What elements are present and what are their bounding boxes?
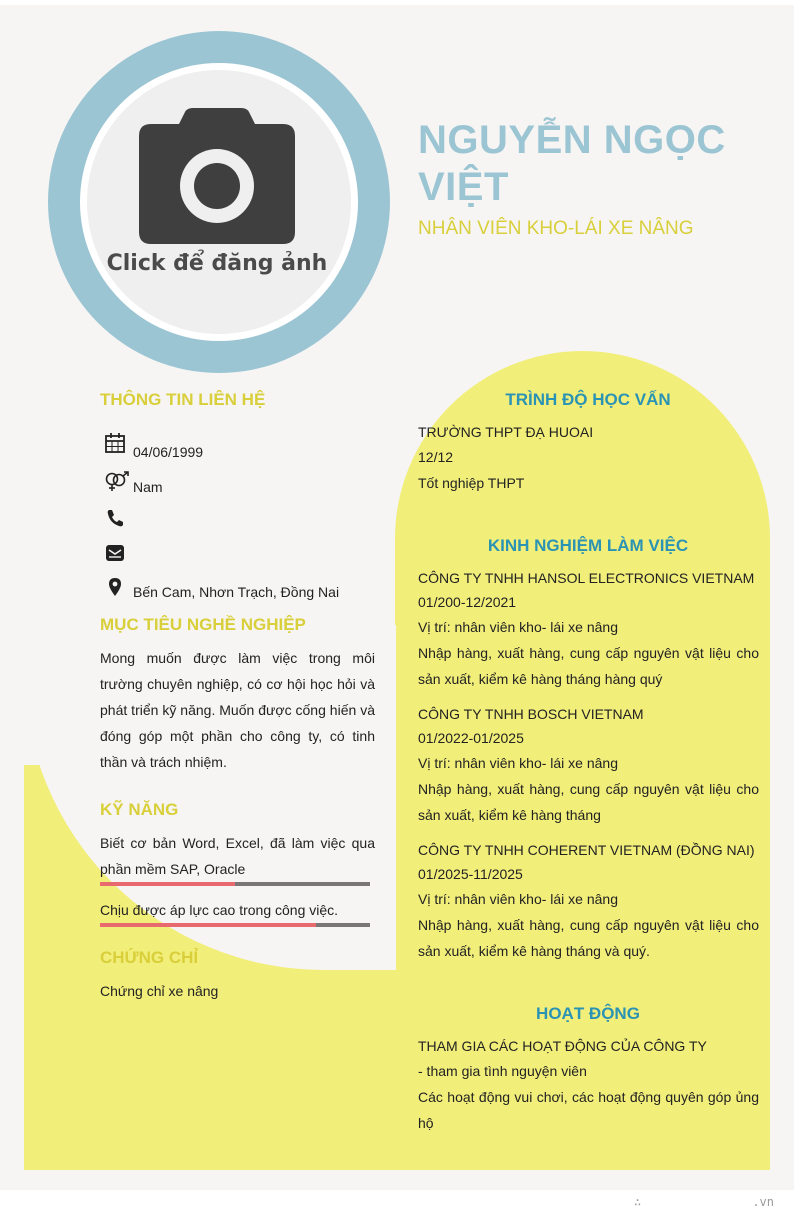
job-2-company: CÔNG TY TNHH BOSCH VIETNAM bbox=[418, 706, 644, 722]
name-line-1: NGUYỄN NGỌC bbox=[418, 118, 726, 162]
job-1-period: 01/200-12/2021 bbox=[418, 594, 517, 610]
gender-value: Nam bbox=[133, 479, 163, 495]
email-icon bbox=[104, 542, 126, 564]
job-1-position: Vị trí: nhân viên kho- lái xe nâng bbox=[418, 619, 619, 635]
name-line-2: VIỆT bbox=[418, 165, 509, 209]
job-3-company: CÔNG TY TNHH COHERENT VIETNAM (ĐỒNG NAI) bbox=[418, 842, 755, 858]
objective-text: Mong muốn được làm việc trong môi trường chuyên nghiệp, có cơ hội học hỏi và phát triển kỹ năng. Muốn được cống hiến và đóng góp một phần cho công ty, có tinh thần và trách nhiệm. bbox=[100, 650, 375, 770]
experience-section-title: KINH NGHIỆM LÀM VIỆC bbox=[487, 536, 689, 555]
activity-item-1: - tham gia tình nguyện viên bbox=[418, 1063, 587, 1079]
cv-page bbox=[0, 5, 794, 1190]
certificates-section-title: CHỨNG CHỈ bbox=[100, 948, 199, 967]
watermark bbox=[634, 1195, 774, 1209]
birthday-value: 04/06/1999 bbox=[133, 444, 204, 460]
skill-bar-1 bbox=[100, 882, 370, 886]
activities-section-title: HOẠT ĐỘNG bbox=[536, 1004, 640, 1023]
address-row bbox=[104, 576, 126, 598]
skill-bar-1-fill bbox=[100, 882, 235, 886]
education-section-title: TRÌNH ĐỘ HỌC VẤN bbox=[505, 390, 671, 409]
job-1-company: CÔNG TY TNHH HANSOL ELECTRONICS VIETNAM bbox=[418, 570, 755, 586]
location-pin-icon bbox=[104, 576, 126, 598]
gender-row bbox=[104, 471, 130, 493]
education-school: TRƯỜNG THPT ĐẠ HUOAI bbox=[418, 424, 594, 440]
job-2-period: 01/2022-01/2025 bbox=[418, 730, 524, 746]
gender-icon bbox=[104, 471, 130, 493]
job-3-position: Vị trí: nhân viên kho- lái xe nâng bbox=[418, 891, 619, 907]
job-2-position: Vị trí: nhân viên kho- lái xe nâng bbox=[418, 755, 619, 771]
address-value: Bến Cam, Nhơn Trạch, Đồng Nai bbox=[133, 584, 340, 600]
education-grade: 12/12 bbox=[418, 449, 454, 465]
education-result: Tốt nghiệp THPT bbox=[418, 475, 525, 491]
job-3-description: Nhập hàng, xuất hàng, cung cấp nguyên vật liệu cho sản xuất, kiểm kê hàng tháng và quý. bbox=[418, 917, 759, 959]
watermark-mark: ∴ bbox=[634, 1195, 642, 1209]
calendar-icon bbox=[104, 432, 126, 454]
skill-item-2: Chịu được áp lực cao trong công việc. bbox=[100, 902, 339, 918]
job-3-period: 01/2025-11/2025 bbox=[418, 866, 523, 882]
phone-row bbox=[104, 507, 126, 529]
email-row bbox=[104, 542, 126, 564]
job-1-description: Nhập hàng, xuất hàng, cung cấp nguyên vật liệu cho sản xuất, kiểm kê hàng tháng hàng quý bbox=[418, 645, 759, 687]
watermark-domain: .vn bbox=[752, 1195, 774, 1209]
contact-section-title: THÔNG TIN LIÊN HỆ bbox=[100, 390, 266, 409]
job-title: NHÂN VIÊN KHO-LÁI XE NÂNG bbox=[418, 218, 694, 239]
phone-icon bbox=[104, 507, 126, 529]
skill-bar-2 bbox=[100, 923, 370, 927]
objective-section-title: MỤC TIÊU NGHỀ NGHIỆP bbox=[100, 615, 306, 634]
upload-photo-label[interactable]: Click để đăng ảnh bbox=[106, 251, 328, 276]
birthday-row bbox=[104, 432, 126, 454]
candidate-name bbox=[418, 117, 778, 211]
skill-bar-2-fill bbox=[100, 923, 316, 927]
bottom-strip bbox=[24, 1170, 794, 1190]
activities-heading: THAM GIA CÁC HOẠT ĐỘNG CỦA CÔNG TY bbox=[418, 1038, 707, 1054]
camera-icon[interactable] bbox=[137, 108, 297, 244]
job-2-description: Nhập hàng, xuất hàng, cung cấp nguyên vật liệu cho sản xuất, kiểm kê hàng tháng bbox=[418, 781, 759, 823]
skills-section-title: KỸ NĂNG bbox=[100, 800, 179, 819]
activity-item-2: Các hoạt động vui chơi, các hoạt động quyên góp ủng hộ bbox=[418, 1089, 759, 1131]
skill-item-1: Biết cơ bản Word, Excel, đã làm việc qua phần mềm SAP, Oracle bbox=[100, 835, 375, 877]
certificate-item: Chứng chỉ xe nâng bbox=[100, 983, 219, 999]
